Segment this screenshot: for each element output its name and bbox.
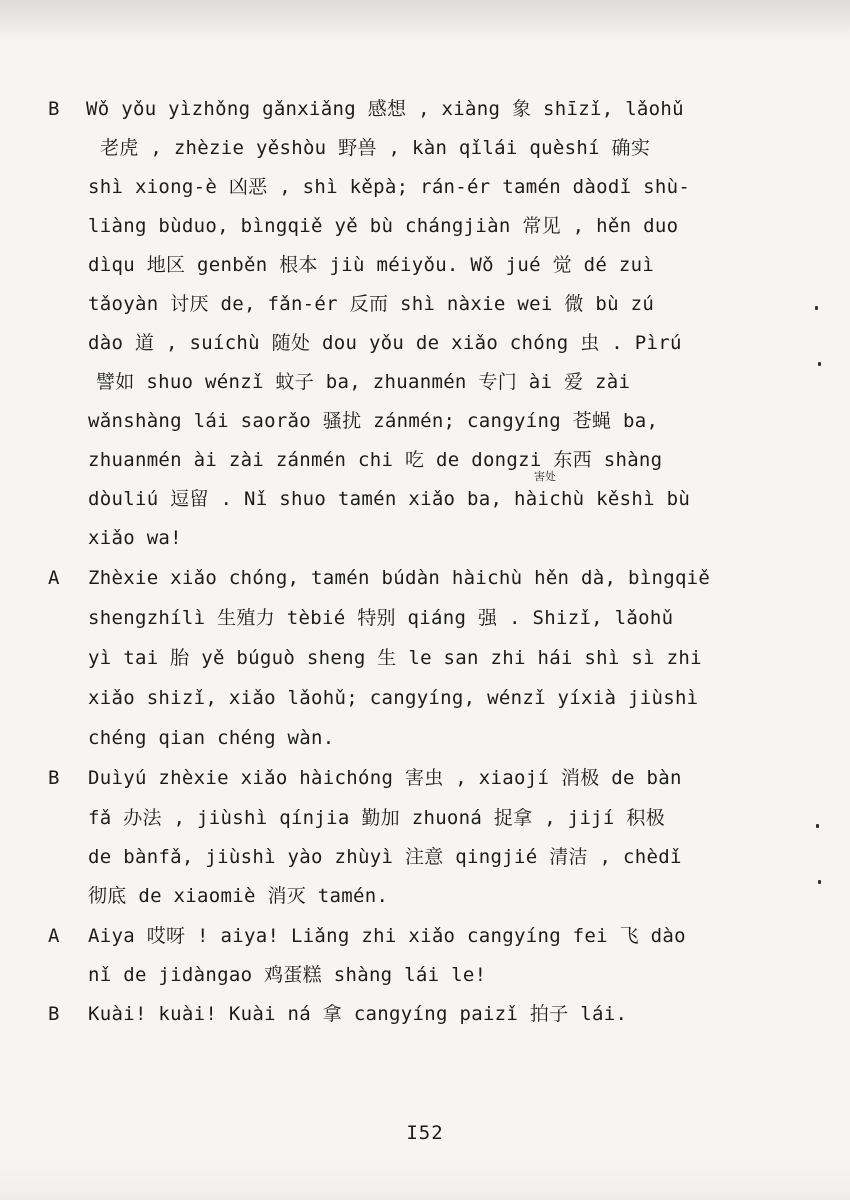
speaker-label: A [48,925,60,947]
line-text: xiǎo shizǐ, xiǎo lǎohǔ; cangyíng, wénzǐ yíxià jiùshì [88,687,699,709]
line-text: dào 道 , suíchù 随处 dou yǒu de xiǎo chóng 虫 . Pìrú [88,332,682,354]
line-text: 老虎 , zhèzie yěshòu 野兽 , kàn qǐlái quèshí 确实 [100,137,651,159]
line-text: dòuliú 逗留 . Nǐ shuo tamén xiǎo ba, hàichù kěshì bù [88,488,691,510]
scan-speck [815,306,818,310]
line-text: chéng qian chéng wàn. [88,727,335,749]
scan-speck [816,824,819,828]
speaker-label: A [48,567,60,589]
line-text: shì xiong-è 凶恶 , shì kěpà; rán-ér tamén dàodǐ shù- [88,176,691,198]
line-text: 彻底 de xiaomiè 消灭 tamén. [88,885,389,907]
line-text: fǎ 办法 , jiùshì qínjia 勤加 zhuoná 捉拿 , jijí 积极 [88,807,666,829]
line-text: nǐ de jidàngao 鸡蛋糕 shàng lái le! [88,964,487,986]
line-text: yì tai 胎 yě búguò sheng 生 le san zhi hái shì sì zhi [88,647,702,669]
scan-speck [818,362,821,366]
speaker-label: B [48,767,60,789]
line-text: Zhèxie xiǎo chóng, tamén búdàn hàichù hěn dà, bìngqiě [88,567,711,589]
line-text: liàng bùduo, bìngqiě yě bù chángjiàn 常见 , hěn duo [88,215,679,237]
line-text: shengzhílì 生殖力 tèbié 特别 qiáng 强 . Shizǐ, lǎohǔ [88,607,674,629]
scan-shadow [0,0,850,38]
speaker-label: B [48,98,60,120]
line-text: 譬如 shuo wénzǐ 蚊子 ba, zhuanmén 专门 ài 爱 zài [96,371,631,393]
line-text: xiǎo wa! [88,527,182,549]
page-number: I52 [406,1122,444,1144]
scan-speck [818,880,821,884]
line-text: dìqu 地区 genběn 根本 jiù méiyǒu. Wǒ jué 觉 dé zuì [88,254,655,276]
line-text: wǎnshàng lái saorǎo 骚扰 zánmén; cangyíng 苍蝇 ba, [88,410,659,432]
line-text: de bànfǎ, jiùshì yào zhùyì 注意 qingjié 清洁 , chèdǐ [88,846,682,868]
line-text: Duìyú zhèxie xiǎo hàichóng 害虫 , xiaojí 消极 de bàn [88,767,682,789]
line-text: Wǒ yǒu yìzhǒng gǎnxiǎng 感想 , xiàng 象 shīzǐ, lǎohǔ [86,98,684,120]
handwritten-annotation: 害处 [534,470,556,483]
line-text: zhuanmén ài zài zánmén chi 吃 de dongzi 东西 shàng [88,449,663,471]
line-text: Kuài! kuài! Kuài ná 拿 cangyíng paizǐ 拍子 lái. [88,1003,628,1025]
line-text: Aiya 哎呀 ! aiya! Liǎng zhi xiǎo cangyíng fei 飞 dào [88,925,686,947]
speaker-label: B [48,1003,60,1025]
line-text: tǎoyàn 讨厌 de, fǎn-ér 反而 shì nàxie wei 微 bù zú [88,293,655,315]
